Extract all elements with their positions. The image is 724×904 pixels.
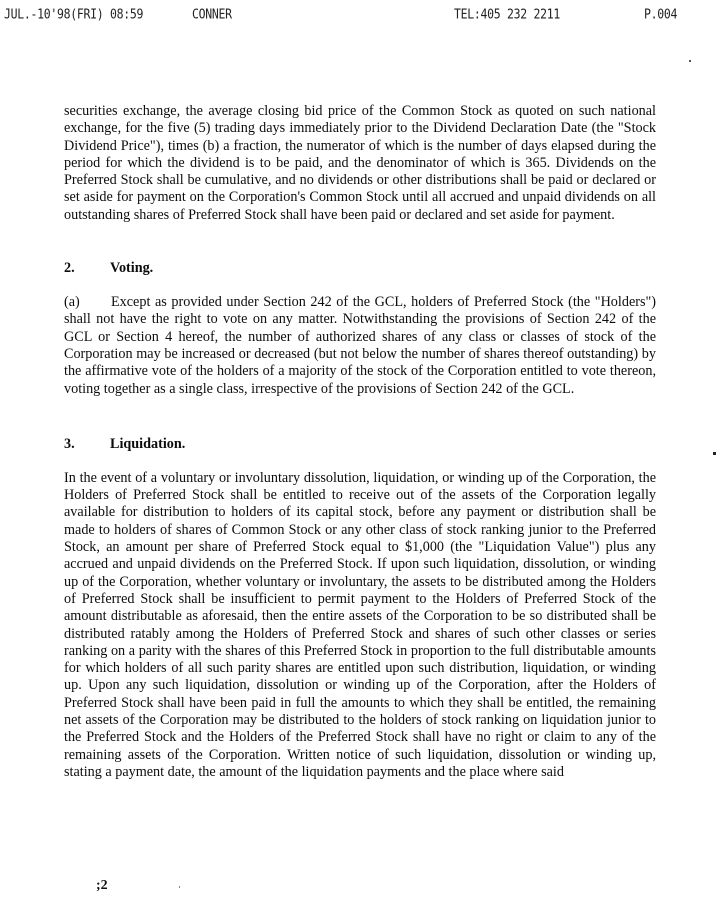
continuation-paragraph: securities exchange, the average closing bid price of the Common Stock as quoted on such national exchange, for the five (5) trading days immediately prior to the Dividend Declaration Date (the "Stock Dividend Price"), times (b) a fraction, the numerator of which is the number of days elapsed during the period for which the dividend is to be paid, and the denominator of which is 365. Dividends on the Preferred Stock shall be cumulative, and no dividends or other distributions shall be paid or declared or set aside for payment on the Corporation's Common Stock until all accrued and unpaid dividends on all outstanding shares of Preferred Stock shall have been paid or declared and set aside for payment. bbox=[64, 103, 656, 223]
fax-telephone: TEL:405 232 2211 bbox=[454, 6, 560, 23]
section-number: 2. bbox=[64, 260, 75, 277]
section-title: Liquidation. bbox=[110, 435, 186, 452]
fax-sender: CONNER bbox=[192, 6, 232, 23]
fax-datetime: JUL.-10'98(FRI) 08:59 bbox=[4, 6, 144, 23]
scan-speck bbox=[689, 60, 691, 62]
scan-speck bbox=[713, 452, 716, 455]
scan-speck bbox=[179, 886, 180, 888]
subsection-label: (a) bbox=[64, 294, 80, 311]
voting-paragraph bbox=[64, 294, 656, 398]
fax-page-number: P.004 bbox=[644, 6, 678, 23]
section-heading-liquidation bbox=[64, 436, 656, 454]
liquidation-paragraph: In the event of a voluntary or involuntary dissolution, liquidation, or winding up of the Corporation, the Holders of Preferred Stock shall be entitled to receive out of the assets of the Corporation legally available for distribution to holders of its capital stock, before any payment or distribution shall be made to holders of shares of Common Stock or any other class of stock ranking junior to the Preferred Stock, an amount per share of Preferred Stock equal to $1,000 (the "Liquidation Value") plus any accrued and unpaid dividends on the Preferred Stock. If upon such liquidation, dissolution, or winding up of the Corporation, whether voluntary or involuntary, the assets to be distributed among the Holders of Preferred Stock shall be insufficient to permit payment to the Holders of Preferred Stock of the amount distributable as aforesaid, then the entire assets of the Corporation to be so distributed shall be distributed ratably among the Holders of Preferred Stock and shares of such other classes or series ranking on a parity with the shares of this Preferred Stock in proportion to the full distributable amounts for which holders of all such parity shares are entitled upon such distribution, liquidation, or winding up. Upon any such liquidation, dissolution or winding up of the Corporation, after the Holders of Preferred Stock shall have been paid in full the amounts to which they shall be entitled, the remaining net assets of the Corporation may be distributed to the holders of stock ranking on liquidation junior to the Preferred Stock and the Holders of the Preferred Stock shall have no right or claim to any of the remaining assets of the Corporation. Written notice of such liquidation, dissolution or winding up, stating a payment date, the amount of the liquidation payments and the place where said bbox=[64, 469, 656, 780]
fax-header bbox=[0, 6, 724, 29]
voting-text: Except as provided under Section 242 of the GCL, holders of Preferred Stock (the "Holders") shall not have the right to vote on any matter. Notwithstanding the provisions of Section 242 of the GCL or Section 4 hereof, the number of authorized shares of any class or classes of stock of the Corporation may be increased or decreased (but not below the number of shares thereof outstanding) by the affirmative vote of the holders of a majority of the stock of the Corporation entitled to vote thereon, voting together as a single class, irrespective of the provisions of Section 242 of the GCL. bbox=[64, 294, 656, 397]
section-heading-voting bbox=[64, 260, 656, 278]
section-number: 3. bbox=[64, 435, 75, 452]
section-title: Voting. bbox=[110, 260, 154, 277]
page-number: ;2 bbox=[96, 878, 108, 893]
document-body bbox=[64, 103, 656, 781]
